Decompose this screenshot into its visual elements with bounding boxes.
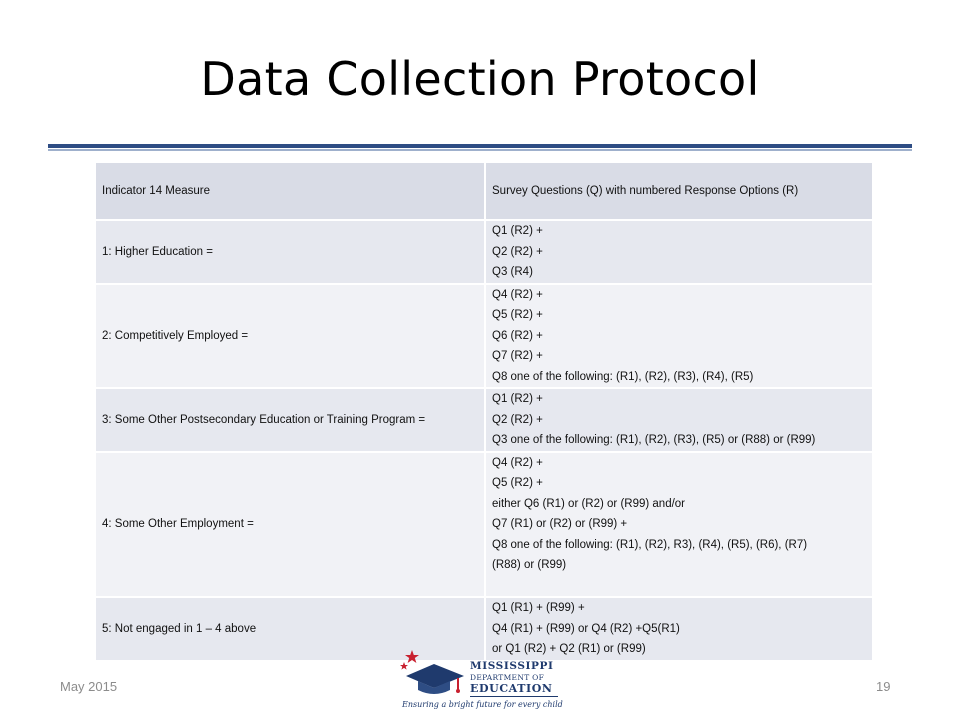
response-line: Q5 (R2) + [492,309,543,321]
response-line: Q1 (R2) + [492,393,543,405]
response-line: Q5 (R2) + [492,477,543,489]
table-header-cell: Indicator 14 Measure [96,163,485,220]
response-line: Q8 one of the following: (R1), (R2), R3), (R4), (R5), (R6), (R7) [492,538,808,551]
page-number: 19 [876,679,891,694]
survey-questions-cell [485,220,872,284]
protocol-table [96,163,872,662]
table-row [96,220,872,284]
survey-questions-cell [485,388,872,452]
survey-questions-cell [485,452,872,598]
table-header-row [96,163,872,220]
logo-org-line2: DEPARTMENT OF [470,673,545,682]
logo-org-line1: MISSISSIPPI [470,660,554,672]
logo-org-line3: EDUCATION [470,682,553,695]
response-line: Q4 (R2) + [492,456,543,469]
page-title: Data Collection Protocol [200,52,760,106]
graduation-cap-icon [398,648,470,700]
response-line: Q2 (R2) + [492,245,543,258]
response-line: either Q6 (R1) or (R2) or (R99) and/or [492,497,686,510]
star-icon [405,650,419,663]
measure-cell: 2: Competitively Employed = [96,284,485,389]
star-icon [400,662,408,670]
measure-cell: 4: Some Other Employment = [96,452,485,598]
measure-cell: 1: Higher Education = [96,220,485,284]
table-row [96,452,872,598]
measure-cell: 3: Some Other Postsecondary Education or Training Program = [96,388,485,452]
response-line: (R88) or (R99) [492,559,567,571]
response-line: Q4 (R2) + [492,288,543,301]
response-line: Q8 one of the following: (R1), (R2), (R3), (R4), (R5) [492,370,754,383]
response-line: Q6 (R2) + [492,329,543,342]
title-divider [48,144,912,152]
response-line: Q3 one of the following: (R1), (R2), (R3), (R5) or (R88) or (R99) [492,434,816,446]
table-row [96,284,872,389]
response-line: Q3 (R4) [492,266,533,278]
response-line: Q1 (R2) + [492,225,543,237]
mde-logo [396,648,564,716]
table-header-cell: Survey Questions (Q) with numbered Response Options (R) [485,163,872,220]
response-line: Q2 (R2) + [492,413,543,426]
response-line: Q1 (R1) + (R99) + [492,602,585,614]
response-line: or Q1 (R2) + Q2 (R1) or (R99) [492,643,646,655]
response-line [492,576,866,597]
measure-cell: 5: Not engaged in 1 – 4 above [96,597,485,661]
logo-tagline: Ensuring a bright future for every child [402,700,563,709]
survey-questions-cell [485,284,872,389]
table-row [96,388,872,452]
footer-date: May 2015 [60,679,118,694]
response-line: Q7 (R1) or (R2) or (R99) + [492,518,628,530]
response-line: Q7 (R2) + [492,350,543,362]
response-line: Q4 (R1) + (R99) or Q4 (R2) +Q5(R1) [492,622,680,635]
